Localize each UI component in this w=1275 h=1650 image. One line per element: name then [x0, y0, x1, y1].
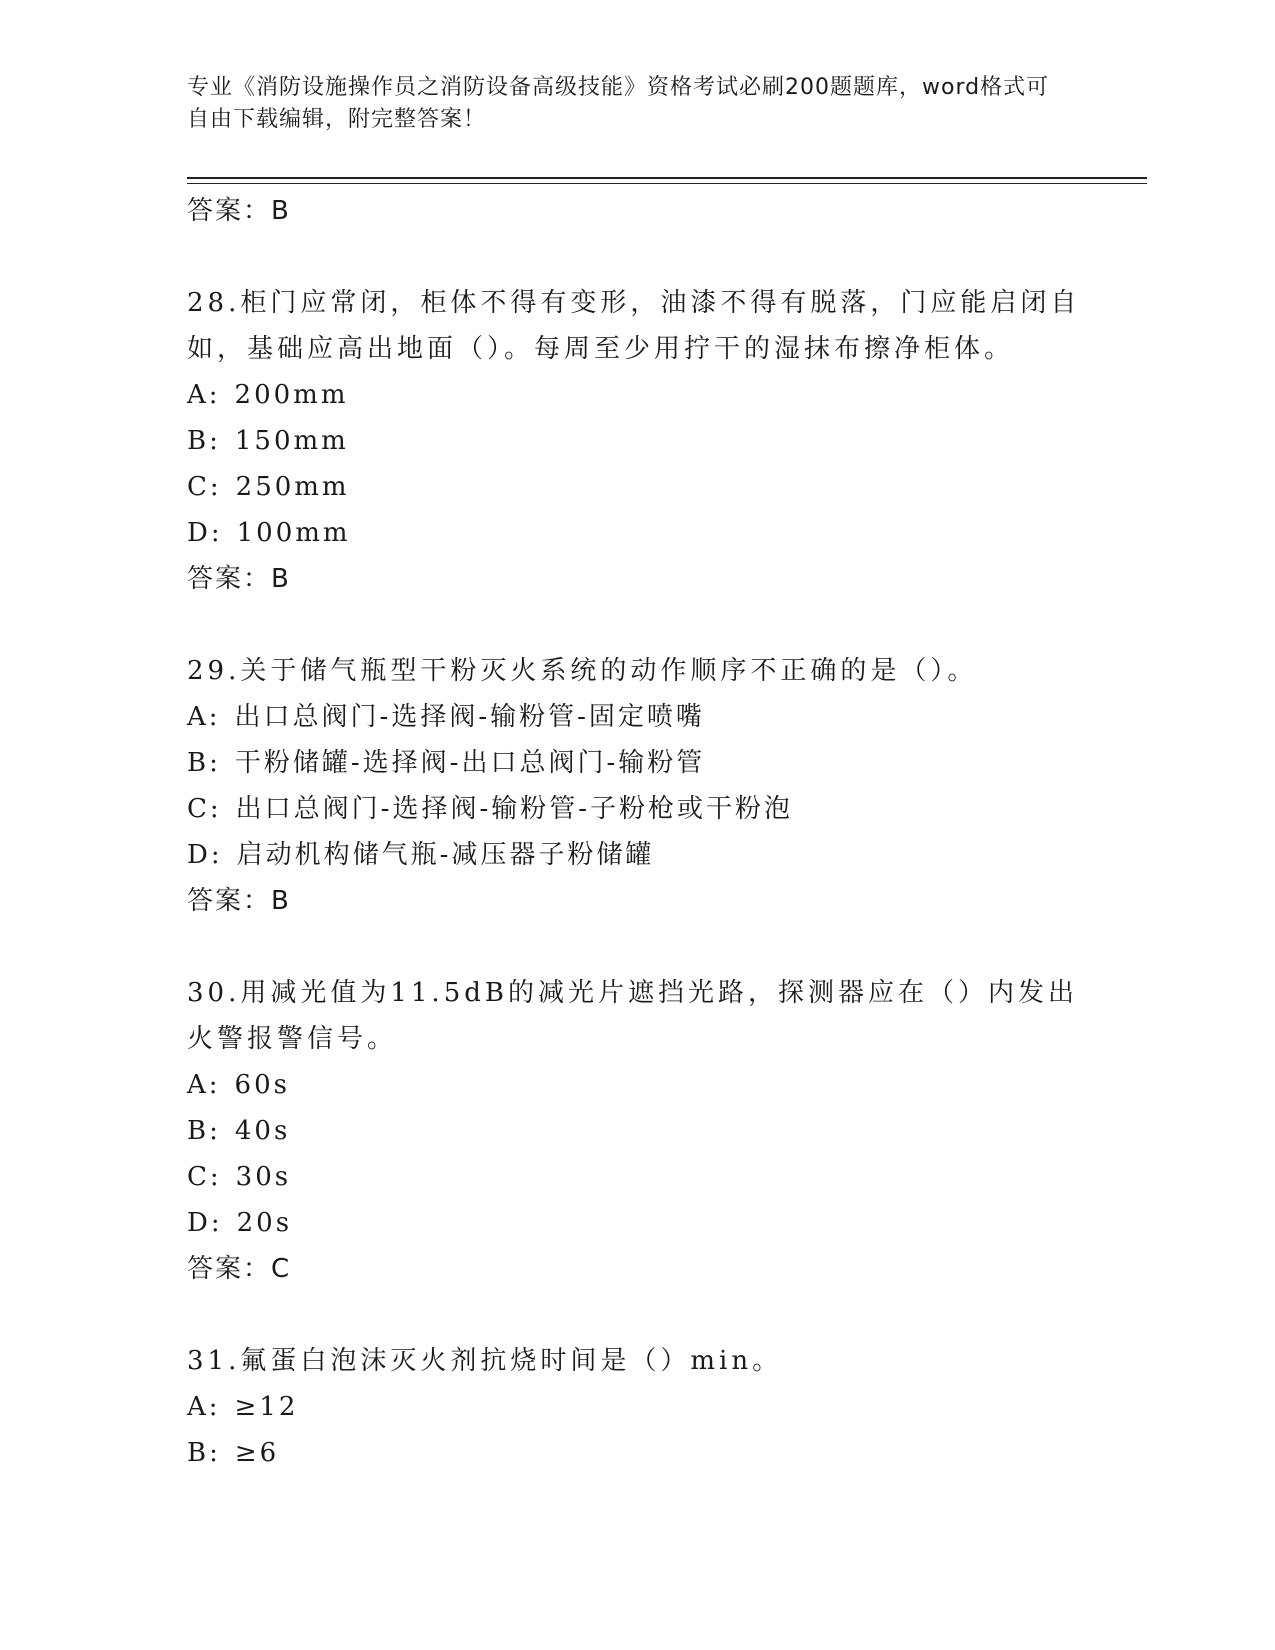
option-key: B: — [187, 1116, 221, 1146]
option-c — [187, 464, 1087, 510]
option-value: 出口总阀门-选择阀-输粉管-固定喷嘴 — [234, 702, 705, 732]
option-key: D: — [187, 518, 223, 548]
option-key: D: — [187, 840, 223, 870]
option-b — [187, 1108, 1087, 1154]
header-rule-thin — [187, 183, 1147, 184]
spacer — [187, 234, 1087, 280]
question-block — [187, 648, 1087, 924]
question-stem: 28.柜门应常闭，柜体不得有变形，油漆不得有脱落，门应能启闭自如，基础应高出地面（）。每周至少用拧干的湿抹布擦净柜体。 — [187, 288, 1081, 364]
option-key: A: — [187, 702, 221, 732]
question-block — [187, 280, 1087, 602]
option-c — [187, 786, 1087, 832]
option-key: C: — [187, 794, 222, 824]
question-stem: 30.用减光值为11.5dB的减光片遮挡光路，探测器应在（）内发出火警报警信号。 — [187, 978, 1078, 1054]
spacer — [187, 1292, 1087, 1338]
option-value: 100mm — [236, 518, 351, 548]
option-c — [187, 1154, 1087, 1200]
question-block — [187, 1338, 1087, 1476]
question-stem: 29.关于储气瓶型干粉灭火系统的动作顺序不正确的是（）。 — [187, 656, 978, 686]
option-b — [187, 740, 1087, 786]
option-key: A: — [187, 380, 221, 410]
option-a — [187, 1062, 1087, 1108]
option-value: 30s — [235, 1162, 292, 1192]
question-block — [187, 970, 1087, 1292]
option-d — [187, 510, 1087, 556]
option-b — [187, 418, 1087, 464]
option-a — [187, 372, 1087, 418]
option-key: C: — [187, 472, 222, 502]
answer-line: 答案：B — [187, 196, 291, 226]
option-value: 250mm — [235, 472, 350, 502]
answer-line: 答案：B — [187, 564, 291, 594]
option-a — [187, 694, 1087, 740]
option-value: 60s — [234, 1070, 290, 1100]
option-d — [187, 832, 1087, 878]
option-value: 20s — [236, 1208, 293, 1238]
option-key: D: — [187, 1208, 223, 1238]
answer-line: 答案：C — [187, 1254, 292, 1284]
option-value: 150mm — [234, 426, 349, 456]
option-a — [187, 1384, 1087, 1430]
option-d — [187, 1200, 1087, 1246]
option-key: C: — [187, 1162, 222, 1192]
option-key: A: — [187, 1070, 221, 1100]
option-key: B: — [187, 1438, 221, 1468]
option-key: B: — [187, 426, 221, 456]
option-key: B: — [187, 748, 221, 778]
option-value: 启动机构储气瓶-减压器子粉储罐 — [236, 840, 655, 870]
spacer — [187, 602, 1087, 648]
option-key: A: — [187, 1392, 221, 1422]
answer-line: 答案：B — [187, 886, 291, 916]
question-stem: 31.氟蛋白泡沫灭火剂抗烧时间是（）min。 — [187, 1346, 783, 1376]
option-value: ≥12 — [234, 1392, 299, 1422]
header-rule-thick — [187, 177, 1147, 179]
option-value: 出口总阀门-选择阀-输粉管-子粉枪或干粉泡 — [235, 794, 794, 824]
document-header: 专业《消防设施操作员之消防设备高级技能》资格考试必刷200题题库，word格式可自由下载编辑，附完整答案！ — [187, 75, 1050, 132]
spacer — [187, 924, 1087, 970]
option-value: 干粉储罐-选择阀-出口总阀门-输粉管 — [234, 748, 706, 778]
question-content — [187, 188, 1087, 1476]
option-value: 200mm — [234, 380, 349, 410]
option-value: ≥6 — [234, 1438, 280, 1468]
option-value: 40s — [234, 1116, 291, 1146]
option-b — [187, 1430, 1087, 1476]
